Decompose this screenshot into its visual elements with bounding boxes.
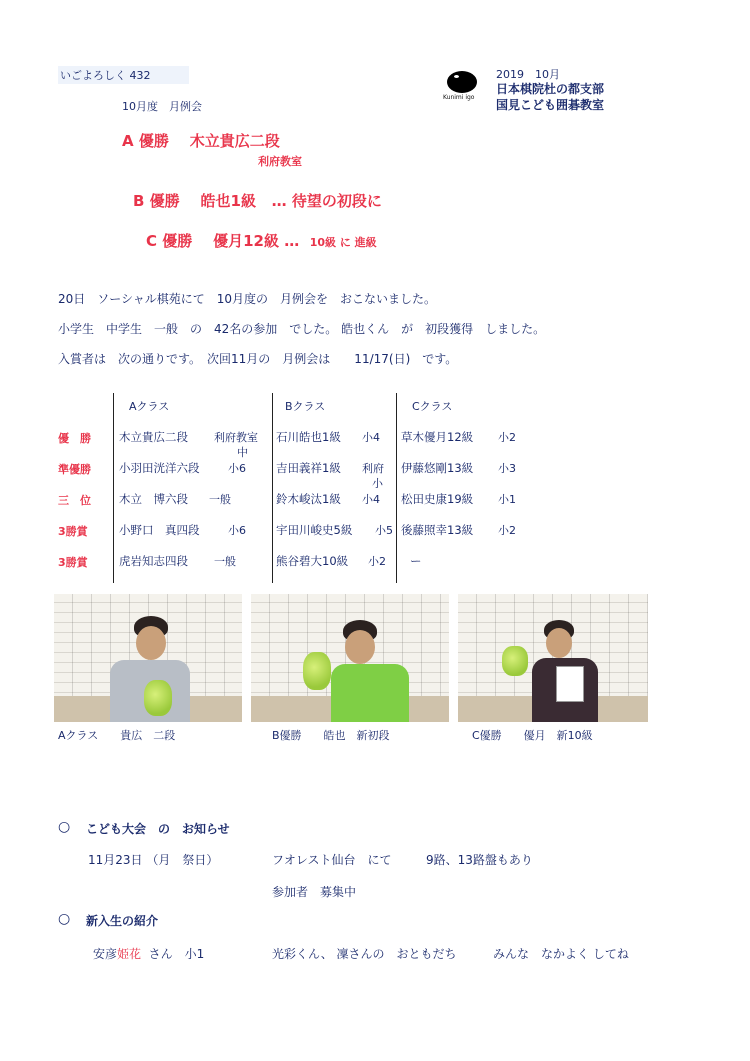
a-player: 虎岩知志四段	[119, 554, 188, 568]
class-header-b: Bクラス	[285, 400, 326, 413]
org-class: 国見こども囲碁教室	[496, 98, 605, 112]
rank-label: 3勝賞	[58, 525, 88, 538]
photo-c-winner	[458, 594, 648, 722]
winner-a-name: 木立貴広二段	[189, 132, 280, 150]
a-player-info: 小6	[228, 524, 246, 537]
notice-recruit: 参加者 募集中	[272, 885, 357, 899]
meeting-title: 10月度 月例会	[122, 100, 202, 113]
newcomer-title: 新入生の紹介	[86, 914, 159, 928]
winner-b-note: … 待望の初段に	[271, 192, 382, 210]
club-logo	[443, 68, 483, 102]
c-player: 伊藤悠剛13級	[401, 461, 474, 475]
a-player: 小野口 真四段	[119, 523, 200, 537]
rank-label: 三 位	[58, 494, 91, 507]
c-player-info: 小2	[498, 524, 516, 537]
bullet-icon: ○	[58, 911, 71, 927]
rank-label: 3勝賞	[58, 556, 88, 569]
org-name: 日本棋院杜の都支部	[496, 82, 605, 96]
c-player: 松田史康19級	[401, 492, 474, 506]
winner-c-dots: …	[284, 232, 300, 250]
a-player-info: 一般	[214, 555, 236, 568]
a-player-info: 一般	[209, 493, 231, 506]
b-player-info: 小4	[362, 493, 380, 506]
class-header-a: Aクラス	[129, 400, 170, 413]
rank-label: 優 勝	[58, 432, 91, 445]
b-player: 石川皓也1級	[276, 430, 341, 444]
b-player-info: 利府	[362, 462, 384, 475]
a-player-info: 利府教室	[214, 431, 258, 444]
winner-c-label: C 優勝	[146, 232, 193, 250]
column-divider	[272, 393, 273, 583]
rank-label: 準優勝	[58, 463, 91, 476]
report-paragraph: 小学生 中学生 一般 の 42名の参加 でした。 皓也くん が 初段獲得 しました。	[58, 322, 546, 336]
c-player: 後藤照幸13級	[401, 523, 474, 537]
logo-caption: Kunimi igo	[443, 94, 475, 101]
newcomer-name	[93, 945, 204, 962]
issue-date: 2019 10月	[496, 68, 560, 81]
photo-b-winner	[251, 594, 449, 722]
b-player: 吉田義祥1級	[276, 461, 341, 475]
a-player-info-wrap: 中	[237, 446, 248, 459]
b-player-info: 小5	[375, 524, 393, 537]
b-player-info: 小4	[362, 431, 380, 444]
notice-title: こども大会 の お知らせ	[86, 822, 230, 836]
winner-b	[133, 190, 382, 211]
newcomer-surname: 安彦	[93, 947, 118, 961]
class-header-c: Cクラス	[412, 400, 453, 413]
b-player-info: 小2	[368, 555, 386, 568]
newsletter-tag: いごよろしく 432	[58, 66, 189, 84]
c-player-info: 小1	[498, 493, 516, 506]
a-player: 小羽田洸洋六段	[119, 461, 200, 475]
report-paragraph: 入賞者は 次の通りです。 次回11月の 月例会は 11/17(日) です。	[58, 352, 458, 366]
b-player: 宇田川峻史5級	[276, 523, 353, 537]
photo-caption: C優勝 優月 新10級	[472, 729, 593, 742]
column-divider	[396, 393, 397, 583]
b-player-info-wrap: 小	[372, 477, 383, 490]
a-player: 木立 博六段	[119, 492, 188, 506]
newcomer-given-name: 姫花	[117, 947, 142, 961]
column-divider	[113, 393, 114, 583]
winner-a-club: 利府教室	[258, 155, 302, 168]
newcomer-friends: 光彩くん、 凜さんの おともだち	[272, 947, 457, 961]
c-player: ー	[410, 554, 422, 568]
winner-c	[146, 230, 377, 251]
c-player-info: 小3	[498, 462, 516, 475]
photo-caption: Aクラス 貴広 二段	[58, 729, 176, 742]
notice-boards: 9路、13路盤もあり	[426, 853, 533, 867]
photo-caption: B優勝 皓也 新初段	[272, 729, 390, 742]
notice-date: 11月23日 （月 祭日）	[88, 853, 219, 867]
newcomer-closing: みんな なかよく してね	[493, 947, 629, 961]
winner-c-name: 優月12級	[213, 232, 279, 250]
c-player: 草木優月12級	[401, 430, 474, 444]
winner-b-name: 皓也1級	[200, 192, 256, 210]
a-player-info: 小6	[228, 462, 246, 475]
bullet-icon: ○	[58, 819, 71, 835]
report-paragraph: 20日 ソーシャル棋苑にて 10月度の 月例会を おこないました。	[58, 292, 437, 306]
b-player: 鈴木峻汰1級	[276, 492, 341, 506]
notice-venue: フオレスト仙台 にて	[272, 853, 392, 867]
c-player-info: 小2	[498, 431, 516, 444]
winner-b-label: B 優勝	[133, 192, 180, 210]
winner-c-note: 10級 に 進級	[309, 236, 377, 249]
b-player: 熊谷碧大10級	[276, 554, 349, 568]
certificate	[556, 666, 584, 702]
go-stone-icon	[447, 71, 477, 93]
photo-a-class	[54, 594, 242, 722]
winner-a	[122, 130, 280, 151]
a-player: 木立貴広二段	[119, 430, 188, 444]
winner-a-label: A 優勝	[122, 132, 169, 150]
newcomer-grade: さん 小1	[148, 947, 205, 961]
